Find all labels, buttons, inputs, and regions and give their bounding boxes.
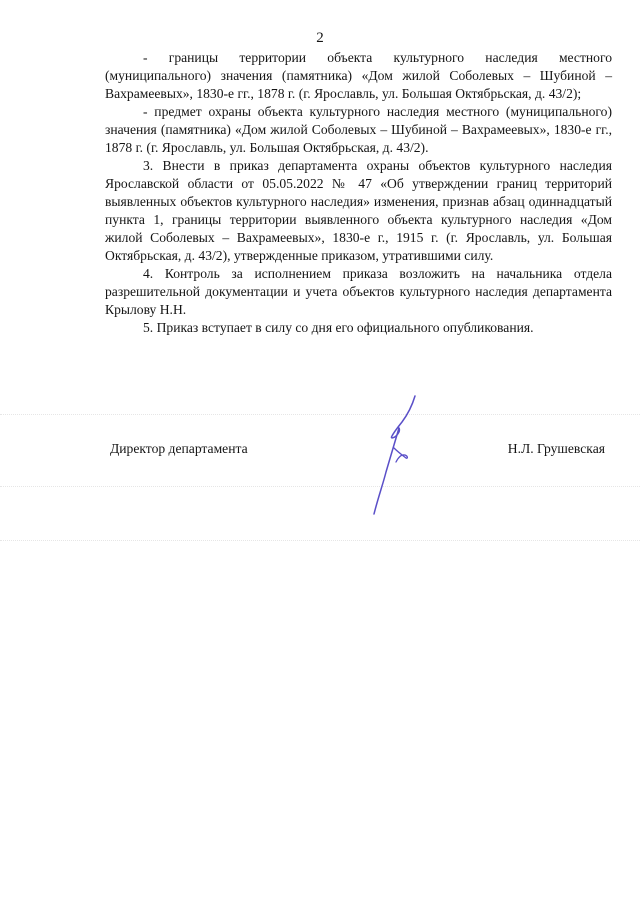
paragraph-territory-boundaries: - границы территории объекта культурного наследия местного (муниципального) значения (памятника) «Дом жилой Соболевых – Шубиной – Вахрамеевых», 1830-е гг., 1878 г. (г. Ярославль, ул. Большая Октябрьская, д. 43/2);	[105, 50, 612, 101]
paragraph-item-3: 3. Внести в приказ департамента охраны объектов культурного наследия Ярославской области от 05.05.2022 № 47 «Об утверждении границ территорий выявленных объектов культурного наследия» изменения, признав абзац одиннадцатый пункта 1, границы территории выявленного объекта культурного наследия «Дом жилой Соболевых – Вахрамеевых», 1830-е г., 1915 г. (г. Ярославль, ул. Большая Октябрьская, д. 43/2), утвержденные приказом, утратившими силу.	[105, 158, 612, 263]
scan-artifact	[0, 486, 640, 487]
document-body	[105, 49, 612, 337]
signatory-name: Н.Л. Грушевская	[507, 441, 605, 456]
paragraph-item-4: 4. Контроль за исполнением приказа возложить на начальника отдела разрешительной документации и учета объектов культурного наследия департамента Крылову Н.Н.	[105, 266, 612, 317]
scan-artifact	[0, 414, 640, 415]
paragraph-item-5: 5. Приказ вступает в силу со дня его официального опубликования.	[143, 320, 534, 335]
handwritten-signature	[368, 392, 428, 522]
signatory-position: Директор департамента	[110, 441, 248, 456]
scan-artifact	[0, 540, 640, 541]
paragraph-protection-subject: - предмет охраны объекта культурного наследия местного (муниципального) значения (памятника) «Дом жилой Соболевых – Шубиной – Вахрамеевых», 1830-е гг., 1878 г. (г. Ярославль, ул. Большая Октябрьская, д. 43/2).	[105, 104, 612, 155]
page-number: 2	[316, 30, 324, 46]
